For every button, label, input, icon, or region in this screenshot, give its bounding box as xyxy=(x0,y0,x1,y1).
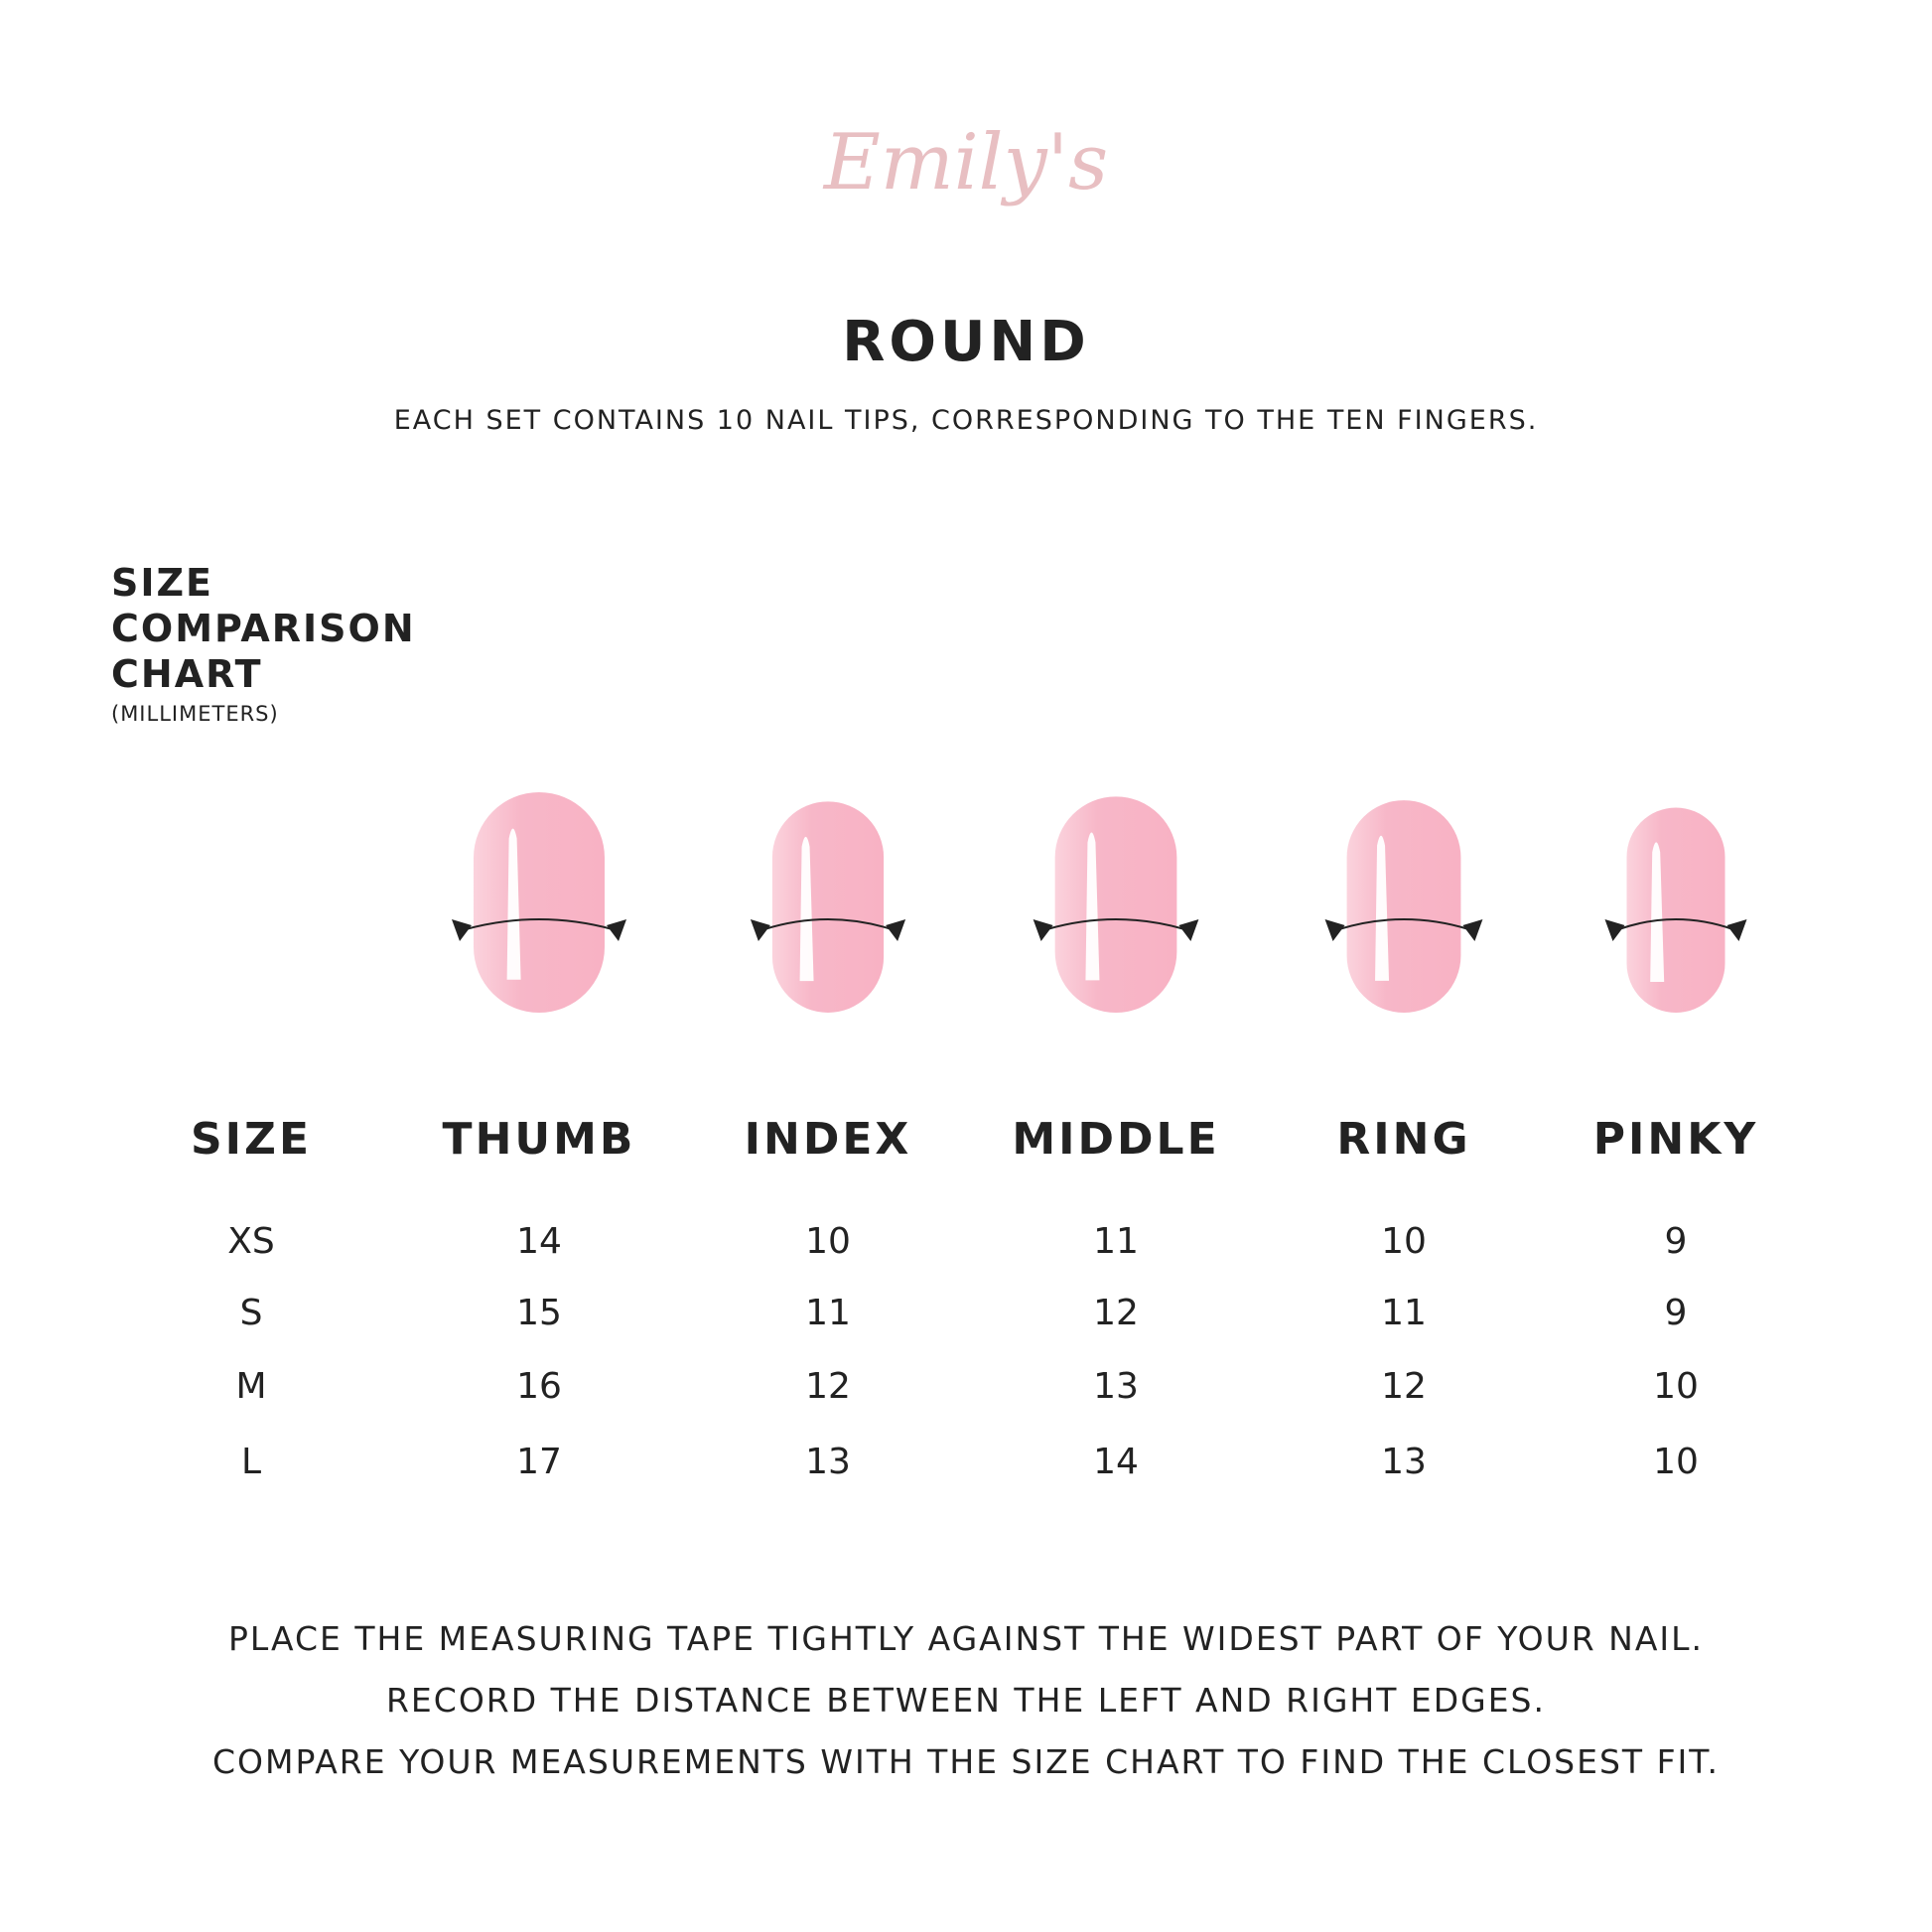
table-cell-ring: 13 xyxy=(1381,1442,1427,1482)
table-row-size-label: S xyxy=(239,1293,263,1333)
table-cell-index: 13 xyxy=(805,1442,851,1482)
table-cell-pinky: 10 xyxy=(1653,1366,1699,1407)
table-cell-pinky: 9 xyxy=(1664,1221,1688,1262)
table-row-size-label: M xyxy=(235,1366,267,1407)
table-header-index: INDEX xyxy=(744,1114,912,1165)
table-cell-index: 10 xyxy=(805,1221,851,1262)
size-chart-heading xyxy=(111,560,416,697)
measure-arrow-left xyxy=(1034,919,1053,941)
table-cell-thumb: 15 xyxy=(516,1293,562,1333)
nail-icon-pinky xyxy=(1605,808,1747,1013)
measure-arrow-left xyxy=(751,919,770,941)
nail-icon-index xyxy=(751,801,905,1013)
measuring-instructions xyxy=(0,1608,1932,1793)
table-cell-index: 12 xyxy=(805,1366,851,1407)
nail-icon-middle xyxy=(1034,796,1199,1013)
measure-arrow-left xyxy=(1325,919,1345,941)
nail-icon-thumb xyxy=(452,792,626,1013)
brand-logo-text: Emily's xyxy=(823,118,1109,207)
table-row-size-label: XS xyxy=(227,1221,275,1262)
size-chart-unit: (MILLIMETERS) xyxy=(111,702,279,726)
table-cell-index: 11 xyxy=(805,1293,851,1333)
table-row-size-label: L xyxy=(240,1442,262,1482)
nail-shape xyxy=(474,792,605,1013)
table-cell-thumb: 14 xyxy=(516,1221,562,1262)
page-title: ROUND xyxy=(842,310,1090,374)
table-header-middle: MIDDLE xyxy=(1012,1114,1220,1165)
table-cell-pinky: 9 xyxy=(1664,1293,1688,1333)
table-header-pinky: PINKY xyxy=(1592,1114,1759,1165)
table-header-size: SIZE xyxy=(190,1114,313,1165)
measure-arrow-right xyxy=(607,919,626,941)
measure-arrow-right xyxy=(1178,919,1198,941)
table-cell-middle: 12 xyxy=(1093,1293,1139,1333)
nail-shape xyxy=(772,801,884,1013)
table-cell-middle: 13 xyxy=(1093,1366,1139,1407)
measure-arrow-right xyxy=(1462,919,1482,941)
measure-arrow-right xyxy=(886,919,905,941)
nail-illustrations xyxy=(0,774,1932,1033)
table-cell-ring: 11 xyxy=(1381,1293,1427,1333)
table-cell-pinky: 10 xyxy=(1653,1442,1699,1482)
size-chart-heading-line-1: SIZE xyxy=(111,561,214,605)
table-cell-middle: 11 xyxy=(1093,1221,1139,1262)
nail-shape xyxy=(1055,796,1177,1013)
table-cell-ring: 10 xyxy=(1381,1221,1427,1262)
brand-logo-image xyxy=(807,99,1125,248)
size-chart-heading-line-3: CHART xyxy=(111,652,263,696)
table-cell-thumb: 17 xyxy=(516,1442,562,1482)
page-subtitle: EACH SET CONTAINS 10 NAIL TIPS, CORRESPONDING TO THE TEN FINGERS. xyxy=(393,405,1539,436)
instruction-line-1: PLACE THE MEASURING TAPE TIGHTLY AGAINST THE WIDEST PART OF YOUR NAIL. xyxy=(227,1619,1705,1658)
table-cell-middle: 14 xyxy=(1093,1442,1139,1482)
table-header-ring: RING xyxy=(1336,1114,1471,1165)
size-chart-heading-line-2: COMPARISON xyxy=(111,607,416,650)
instruction-line-2: RECORD THE DISTANCE BETWEEN THE LEFT AND RIGHT EDGES. xyxy=(386,1681,1546,1720)
nail-shape xyxy=(1347,800,1461,1013)
measure-arrow-right xyxy=(1727,919,1747,941)
table-header-thumb: THUMB xyxy=(442,1114,636,1165)
table-cell-thumb: 16 xyxy=(516,1366,562,1407)
measure-arrow-left xyxy=(452,919,472,941)
measure-arrow-left xyxy=(1605,919,1625,941)
brand-logo xyxy=(0,99,1932,248)
nail-shape xyxy=(1627,808,1725,1013)
instruction-line-3: COMPARE YOUR MEASUREMENTS WITH THE SIZE CHART TO FIND THE CLOSEST FIT. xyxy=(211,1742,1721,1781)
table-cell-ring: 12 xyxy=(1381,1366,1427,1407)
nail-icon-ring xyxy=(1325,800,1483,1013)
